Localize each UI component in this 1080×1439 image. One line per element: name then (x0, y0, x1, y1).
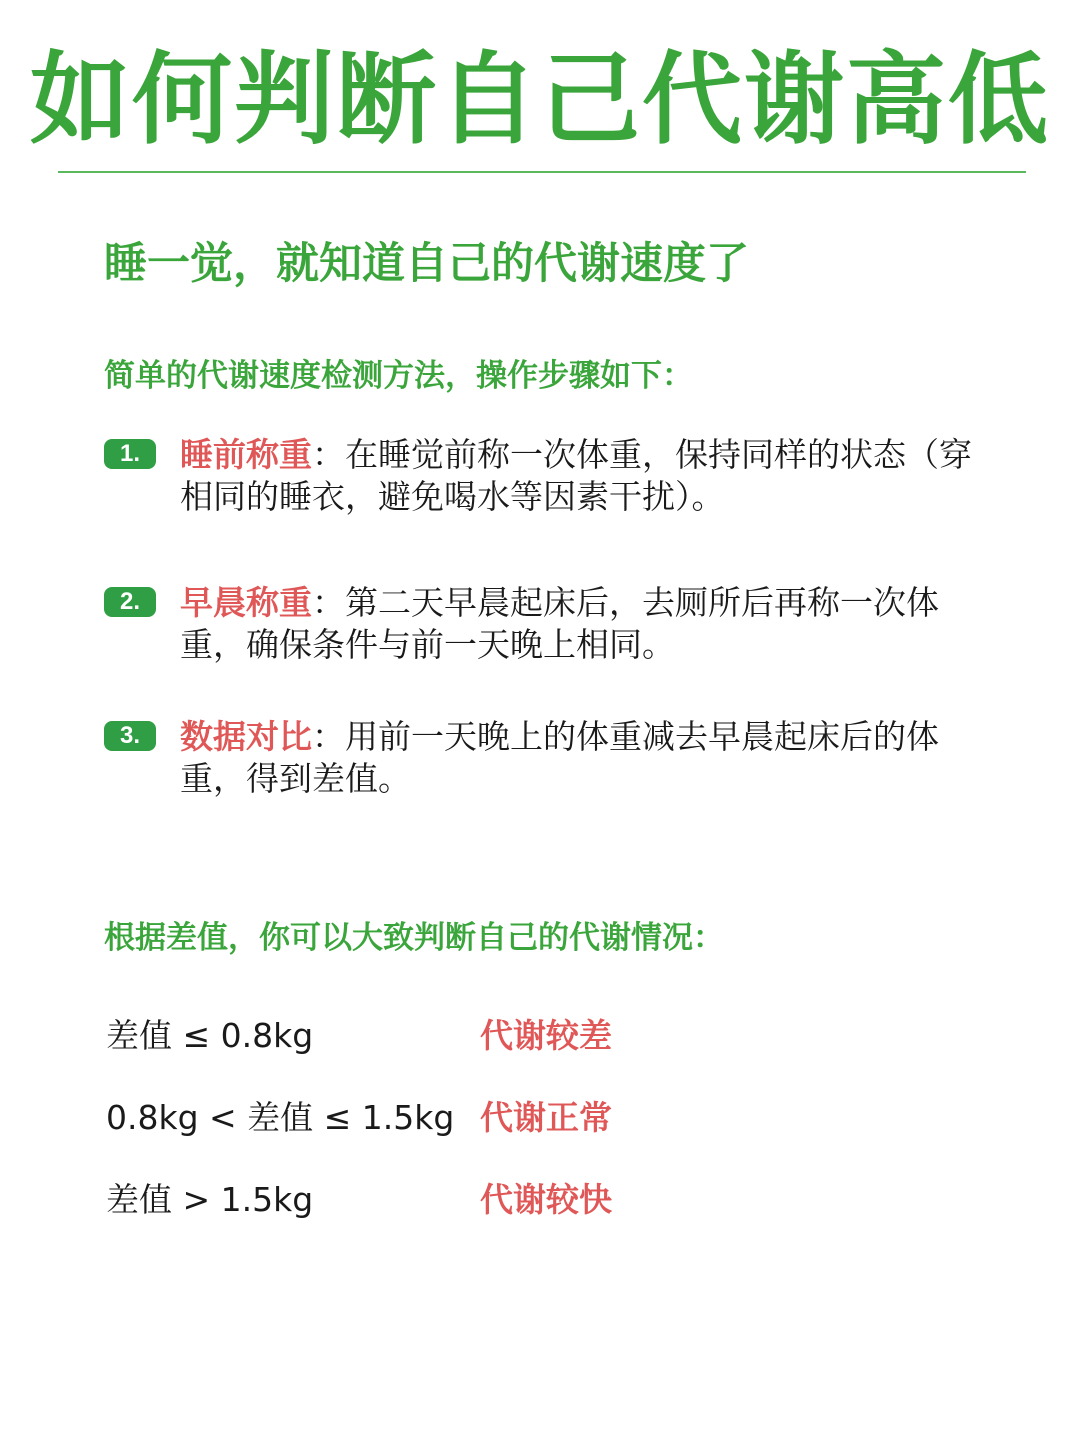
step-number-badge: 2. (104, 587, 156, 617)
difference-condition: 差值 > 1.5kg (106, 1180, 314, 1219)
page-title: 如何判断自己代谢高低 (30, 41, 1050, 158)
step-number-badge: 1. (104, 439, 156, 469)
difference-condition: 0.8kg < 差值 ≤ 1.5kg (106, 1098, 455, 1137)
metabolism-result: 代谢较快 (480, 1180, 612, 1219)
metabolism-result: 代谢正常 (480, 1098, 612, 1137)
title-divider (58, 171, 1026, 173)
step-text: ：在睡觉前称一次体重，保持同样的状态（穿相同的睡衣，避免喝水等因素干扰）。 (180, 435, 972, 516)
subtitle: 睡一觉，就知道自己的代谢速度了 (104, 239, 749, 289)
result-row (106, 1178, 1006, 1222)
step-title: 睡前称重 (180, 435, 312, 474)
result-row (106, 1014, 1006, 1058)
step-body (180, 582, 980, 666)
result-row (106, 1096, 1006, 1140)
step-title: 早晨称重 (180, 583, 312, 622)
step-body (180, 716, 980, 800)
metabolism-result: 代谢较差 (480, 1016, 612, 1055)
difference-condition: 差值 ≤ 0.8kg (106, 1016, 314, 1055)
step-text: ：用前一天晚上的体重减去早晨起床后的体重，得到差值。 (180, 717, 939, 798)
step-text: ：第二天早晨起床后，去厕所后再称一次体重，确保条件与前一天晚上相同。 (180, 583, 939, 664)
judgement-heading: 根据差值，你可以大致判断自己的代谢情况： (104, 920, 724, 956)
method-intro-heading: 简单的代谢速度检测方法，操作步骤如下： (104, 358, 693, 394)
step-body (180, 434, 980, 518)
step-number-badge: 3. (104, 721, 156, 751)
step-title: 数据对比 (180, 717, 312, 756)
